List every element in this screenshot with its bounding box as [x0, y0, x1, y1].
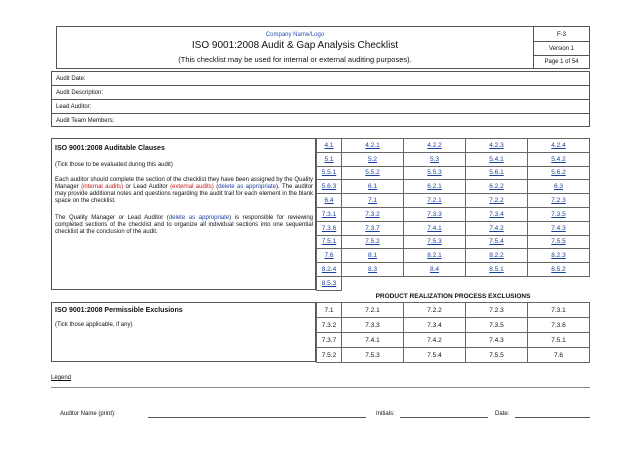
exclusion-checkbox-cell-label: 7.2.3 — [489, 306, 504, 314]
exclusion-checkbox-cell[interactable] — [466, 348, 528, 363]
clause-checkbox-cell[interactable] — [466, 194, 528, 208]
clause-checkbox-cell-label: 8.4 — [429, 266, 440, 274]
clause-checkbox-cell-row — [317, 180, 590, 194]
clause-checkbox-cell-label: 6.1 — [367, 183, 378, 191]
clause-checkbox-cell[interactable] — [466, 221, 528, 235]
clause-checkbox-cell-label: 7.2.2 — [489, 197, 504, 205]
clause-checkbox-cell[interactable] — [317, 235, 342, 249]
form-id: F-3 — [557, 32, 566, 38]
audit-description-field[interactable]: Audit Description: — [56, 90, 104, 96]
clause-checkbox-cell[interactable] — [528, 180, 590, 194]
delete-as-appropriate-note: delete as appropriate — [168, 215, 230, 221]
clause-checkbox-cell[interactable] — [317, 180, 342, 194]
clause-checkbox-cell-label: 7.4.3 — [551, 224, 566, 232]
divider — [52, 85, 589, 86]
clause-checkbox-cell[interactable] — [317, 249, 342, 263]
clause-checkbox-cell-row — [317, 166, 590, 180]
exclusion-checkbox-cell[interactable] — [404, 303, 466, 318]
empty-cell — [342, 276, 404, 290]
exclusion-checkbox-cell[interactable] — [342, 318, 404, 333]
clause-checkbox-cell-label: 5.6.1 — [489, 169, 504, 177]
clause-checkbox-cell[interactable] — [342, 221, 404, 235]
exclusion-checkbox-cell-label: 7.3.3 — [365, 321, 380, 329]
clause-checkbox-cell[interactable] — [466, 235, 528, 249]
audit-date-field[interactable]: Audit Date: — [56, 76, 86, 82]
exclusion-checkbox-cell[interactable] — [317, 348, 342, 363]
clause-checkbox-cell[interactable] — [317, 166, 342, 180]
clause-checkbox-cell-label: 6.2.1 — [427, 183, 442, 191]
exclusions-tick-note: (Tick those applicable, if any) — [55, 322, 133, 328]
initials-input[interactable] — [400, 410, 488, 418]
clause-checkbox-cell[interactable] — [404, 180, 466, 194]
clause-checkbox-cell-label: 5.1 — [324, 155, 334, 163]
clause-checkbox-cell-label: 4.2.2 — [427, 141, 442, 149]
exclusion-checkbox-cell[interactable] — [528, 333, 590, 348]
clause-checkbox-cell-label: 7.2.3 — [551, 197, 566, 205]
auditor-name-input[interactable] — [148, 410, 366, 418]
clause-checkbox-cell[interactable] — [528, 139, 590, 153]
company-logo-placeholder: Company Name/Logo — [265, 32, 325, 38]
date-label: Date: — [495, 411, 510, 417]
clause-checkbox-cell-label: 7.6 — [324, 252, 334, 260]
clause-checkbox-cell[interactable] — [404, 139, 466, 153]
clause-checkbox-cell-label: 7.5.4 — [489, 238, 504, 246]
clause-checkbox-cell-label: 5.6.2 — [551, 169, 566, 177]
clause-checkbox-cell-label: 8.2.1 — [427, 252, 442, 260]
clause-checkbox-cell[interactable] — [404, 166, 466, 180]
clause-checkbox-cell-label: 8.5.3 — [321, 279, 337, 287]
clause-checkbox-cell-label: 5.4.2 — [551, 155, 566, 163]
instruction-text: ). The auditor may provide additional notes and questions regarding the audit trail for each element in the blank space on the checklist. — [55, 184, 314, 204]
legend-label — [51, 375, 71, 382]
clauses-description-box — [51, 138, 316, 290]
clause-checkbox-cell-label: 8.2.2 — [489, 252, 504, 260]
clause-checkbox-cell-label: 4.2.4 — [551, 141, 566, 149]
legend-line — [51, 387, 590, 388]
clause-checkbox-cell-label: 5.5.2 — [365, 169, 380, 177]
exclusion-checkbox-cell-label: 7.5.2 — [321, 351, 337, 359]
clause-checkbox-cell[interactable] — [404, 221, 466, 235]
clauses-heading: ISO 9001:2008 Auditable Clauses — [55, 145, 165, 152]
clause-checkbox-cell-label: 8.2.4 — [321, 266, 337, 274]
exclusion-checkbox-cell-label: 7.5.1 — [551, 336, 566, 344]
clause-checkbox-cell[interactable] — [342, 263, 404, 277]
clause-checkbox-cell-label: 7.5.1 — [321, 238, 337, 246]
clause-checkbox-cell-label: 5.5.3 — [427, 169, 442, 177]
exclusions-grid — [316, 302, 590, 363]
exclusion-checkbox-cell-label: 7.1 — [324, 306, 334, 314]
external-audits-note: (external audits) — [170, 184, 214, 190]
clause-checkbox-cell[interactable] — [342, 152, 404, 166]
exclusion-checkbox-cell[interactable] — [528, 348, 590, 363]
internal-audits-note: (internal audits) — [81, 184, 124, 190]
clause-checkbox-cell[interactable] — [317, 139, 342, 153]
clause-checkbox-cell[interactable] — [528, 194, 590, 208]
exclusion-checkbox-cell-row — [317, 318, 590, 333]
clause-checkbox-cell[interactable] — [404, 152, 466, 166]
clause-checkbox-cell[interactable] — [342, 180, 404, 194]
clause-checkbox-cell-label: 7.5.2 — [365, 238, 380, 246]
exclusion-checkbox-cell-label: 7.6 — [553, 351, 564, 359]
clause-checkbox-cell-label: 7.5.3 — [427, 238, 442, 246]
clause-checkbox-cell[interactable] — [342, 249, 404, 263]
exclusions-section-label: PRODUCT REALIZATION PROCESS EXCLUSIONS — [375, 293, 531, 300]
clause-checkbox-cell-label: 7.5.5 — [551, 238, 566, 246]
exclusion-checkbox-cell-label: 7.4.1 — [365, 336, 380, 344]
clause-checkbox-cell-label: 6.4 — [324, 197, 334, 205]
exclusion-checkbox-cell-label: 7.3.5 — [489, 321, 504, 329]
exclusion-checkbox-cell-row — [317, 303, 590, 318]
exclusion-checkbox-cell[interactable] — [404, 318, 466, 333]
instruction-text: The Quality Manager or Lead Auditor ( — [55, 215, 169, 221]
clause-checkbox-cell-row — [317, 276, 590, 290]
clause-checkbox-cell[interactable] — [528, 152, 590, 166]
clause-checkbox-cell[interactable] — [528, 263, 590, 277]
clause-checkbox-cell[interactable] — [466, 139, 528, 153]
divider — [534, 55, 589, 56]
clause-checkbox-cell-label: 4.1 — [324, 141, 334, 149]
clause-checkbox-cell[interactable] — [342, 207, 404, 221]
clause-checkbox-cell[interactable] — [528, 235, 590, 249]
initials-label: Initials: — [376, 411, 395, 417]
clause-checkbox-cell-label: 4.2.1 — [365, 141, 380, 149]
page-number: Page 1 of 54 — [544, 59, 579, 65]
exclusion-checkbox-cell[interactable] — [466, 333, 528, 348]
exclusion-checkbox-cell-label: 7.5.4 — [427, 351, 442, 359]
divider — [52, 113, 589, 114]
exclusion-checkbox-cell-label: 7.4.2 — [427, 336, 442, 344]
divider — [534, 41, 589, 42]
clause-checkbox-cell[interactable] — [528, 249, 590, 263]
clause-checkbox-cell[interactable] — [466, 152, 528, 166]
exclusions-description-box — [51, 302, 316, 362]
clause-checkbox-cell-row — [317, 207, 590, 221]
exclusion-checkbox-cell-row — [317, 348, 590, 363]
clause-checkbox-cell[interactable] — [528, 207, 590, 221]
exclusion-checkbox-cell[interactable] — [317, 303, 342, 318]
clause-checkbox-cell[interactable] — [404, 249, 466, 263]
exclusion-checkbox-cell-label: 7.3.7 — [321, 336, 337, 344]
exclusion-checkbox-cell[interactable] — [528, 303, 590, 318]
clause-checkbox-cell[interactable] — [342, 194, 404, 208]
exclusion-checkbox-cell[interactable] — [317, 333, 342, 348]
clause-checkbox-cell-label: 7.2.1 — [427, 197, 442, 205]
clause-checkbox-cell-label: 8.5.1 — [489, 266, 504, 274]
clause-checkbox-cell-label: 8.5.2 — [551, 266, 566, 274]
exclusion-checkbox-cell-label: 7.3.1 — [551, 306, 566, 314]
header-box — [56, 26, 590, 69]
clause-checkbox-cell-label: 7.3.6 — [321, 224, 337, 232]
clause-checkbox-cell-row — [317, 152, 590, 166]
exclusion-checkbox-cell[interactable] — [342, 333, 404, 348]
clause-checkbox-cell-label: 7.1 — [367, 197, 378, 205]
clause-checkbox-cell[interactable] — [317, 152, 342, 166]
clauses-tick-note: (Tick those to be evaluated during this audit) — [55, 162, 173, 168]
exclusion-checkbox-cell[interactable] — [404, 348, 466, 363]
auditor-name-label: Auditor Name (print): — [60, 411, 116, 417]
exclusion-checkbox-cell[interactable] — [317, 318, 342, 333]
empty-cell — [528, 276, 590, 290]
clause-checkbox-cell[interactable] — [404, 263, 466, 277]
clause-checkbox-cell-label: 8.1 — [367, 252, 378, 260]
version-label: Version 1 — [548, 46, 575, 52]
clause-checkbox-cell[interactable] — [528, 166, 590, 180]
clause-checkbox-cell-row — [317, 249, 590, 263]
instruction-text: ( — [213, 184, 219, 190]
clause-checkbox-cell[interactable] — [404, 207, 466, 221]
exclusions-heading: ISO 9001:2008 Permissible Exclusions — [55, 307, 183, 314]
clause-checkbox-cell-row — [317, 235, 590, 249]
clause-checkbox-cell[interactable] — [466, 180, 528, 194]
clause-checkbox-cell-label: 8.3 — [367, 266, 378, 274]
clause-checkbox-cell-label: 5.5.1 — [321, 169, 337, 177]
clause-checkbox-cell-row — [317, 263, 590, 277]
clause-checkbox-cell[interactable] — [466, 263, 528, 277]
exclusion-checkbox-cell-row — [317, 333, 590, 348]
exclusion-checkbox-cell-label: 7.2.2 — [427, 306, 442, 314]
exclusion-checkbox-cell-label: 7.5.3 — [365, 351, 380, 359]
clause-checkbox-cell-label: 7.3.2 — [365, 210, 380, 218]
clause-checkbox-cell-label: 5.4.1 — [489, 155, 504, 163]
clause-checkbox-cell[interactable] — [342, 235, 404, 249]
exclusion-checkbox-cell[interactable] — [466, 318, 528, 333]
exclusion-checkbox-cell-label: 7.4.3 — [489, 336, 504, 344]
clause-checkbox-cell-label: 5.2 — [367, 155, 378, 163]
clause-checkbox-cell[interactable] — [466, 207, 528, 221]
empty-cell — [404, 276, 466, 290]
clause-checkbox-cell[interactable] — [317, 194, 342, 208]
clauses-grid — [316, 138, 590, 291]
clause-checkbox-cell[interactable] — [317, 263, 342, 277]
instruction-text: or Lead Auditor — [123, 184, 171, 190]
clause-checkbox-cell-row — [317, 221, 590, 235]
exclusion-checkbox-cell[interactable] — [342, 348, 404, 363]
clause-checkbox-cell[interactable] — [466, 249, 528, 263]
page-title: ISO 9001:2008 Audit & Gap Analysis Checklist — [191, 40, 399, 51]
clause-checkbox-cell[interactable] — [404, 194, 466, 208]
exclusion-checkbox-cell[interactable] — [466, 303, 528, 318]
exclusion-checkbox-cell[interactable] — [404, 333, 466, 348]
clause-checkbox-cell-label: 4.2.3 — [489, 141, 504, 149]
clause-checkbox-cell-label: 7.3.3 — [427, 210, 442, 218]
clause-checkbox-cell[interactable] — [342, 139, 404, 153]
exclusion-checkbox-cell-label: 7.3.6 — [551, 321, 566, 329]
exclusion-checkbox-cell[interactable] — [342, 303, 404, 318]
clause-checkbox-cell-label: 7.3.1 — [321, 210, 337, 218]
exclusion-checkbox-cell-label: 7.2.1 — [365, 306, 380, 314]
instruction-text: ) is responsible for reviewing completed sections of the checklist and to organize all individual sections into one sequential checklist at the conclusion of the audit. — [55, 215, 313, 235]
clause-checkbox-cell-label: 7.3.4 — [489, 210, 504, 218]
clause-checkbox-cell-label: 6.3 — [553, 183, 564, 191]
clause-checkbox-cell[interactable] — [528, 221, 590, 235]
clause-checkbox-cell-row — [317, 139, 590, 153]
clause-checkbox-cell-row — [317, 194, 590, 208]
clause-checkbox-cell-label: 7.3.7 — [365, 224, 380, 232]
exclusion-checkbox-cell-label: 7.3.4 — [427, 321, 442, 329]
clauses-instructions — [55, 177, 313, 205]
audit-team-field[interactable]: Audit Team Members: — [56, 118, 115, 124]
clause-checkbox-cell-label: 5.3 — [429, 155, 440, 163]
divider — [52, 99, 589, 100]
lead-auditor-field[interactable]: Lead Auditor: — [56, 104, 92, 110]
exclusion-checkbox-cell-label: 7.5.5 — [489, 351, 504, 359]
page-subtitle: (This checklist may be used for internal or external auditing purposes). — [178, 55, 412, 64]
instruction-text: Each auditor should complete the section of the checklist they have been assigned by the Quality Manager — [55, 177, 313, 190]
clause-checkbox-cell-label: 7.4.2 — [489, 224, 504, 232]
delete-as-appropriate-note: delete as appropriate — [218, 184, 277, 190]
clause-checkbox-cell[interactable] — [317, 207, 342, 221]
clause-checkbox-cell[interactable] — [342, 166, 404, 180]
clause-checkbox-cell-label: 8.2.3 — [551, 252, 566, 260]
empty-cell — [466, 276, 528, 290]
clause-checkbox-cell[interactable] — [317, 276, 342, 290]
legend-text: Legend — [51, 375, 72, 381]
clause-checkbox-cell-label: 6.2.2 — [489, 183, 504, 191]
clause-checkbox-cell[interactable] — [404, 235, 466, 249]
clause-checkbox-cell-label: 7.4.1 — [427, 224, 442, 232]
exclusion-checkbox-cell-label: 7.3.2 — [321, 321, 337, 329]
clause-checkbox-cell-label: 5.6.3 — [321, 183, 337, 191]
date-input[interactable] — [515, 410, 590, 418]
clause-checkbox-cell-label: 7.3.5 — [551, 210, 566, 218]
exclusion-checkbox-cell[interactable] — [528, 318, 590, 333]
audit-info-box — [51, 71, 590, 127]
clause-checkbox-cell[interactable] — [317, 221, 342, 235]
clauses-review-note — [55, 215, 313, 236]
clause-checkbox-cell[interactable] — [466, 166, 528, 180]
